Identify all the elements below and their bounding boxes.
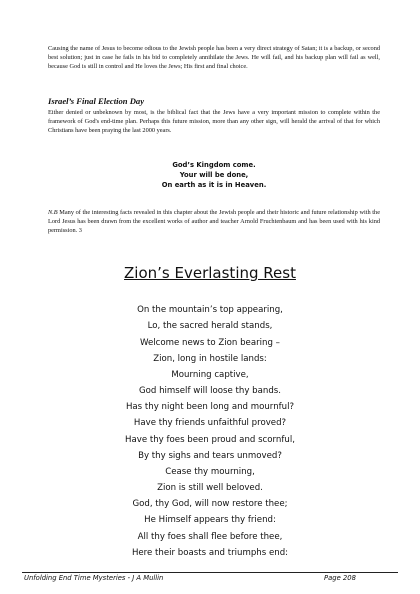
poem-line: He Himself appears thy friend: — [144, 515, 276, 526]
poem-line: Lo, the sacred herald stands, — [147, 321, 273, 332]
poem-line: Cease thy mourning, — [165, 467, 255, 478]
poem-stanza — [0, 302, 420, 400]
poem-stanza — [0, 399, 420, 497]
poem-line: Mourning captive, — [171, 370, 249, 381]
poem-line: God himself will loose thy bands. — [138, 386, 281, 397]
prayer-quote — [48, 160, 380, 190]
poem-line: All thy foes shall flee before thee, — [137, 531, 283, 542]
poem-title: Zion’s Everlasting Rest — [124, 264, 296, 282]
footnote-text: Many of the interesting facts revealed in this chapter about the Jewish people and their historic and future relationship with the Lord Jesus has been drawn from the excellent works of author and teacher Arnold Fruchtenbaum and has been used with his kind permission. 3 — [48, 209, 380, 235]
poem-line: By thy sighs and tears unmoved? — [138, 450, 282, 461]
poem-line: Have thy friends unfaithful proved? — [133, 418, 287, 429]
intro-paragraph: Causing the name of Jesus to become odious to the Jewish people has been a very direct strategy of Satan; it is a backup, or second best solution; just in case he fails in his bid to completely annihilate the Jews. He will fail, and his backup plan will fail as well, because God is still in control and He loves the Jews; His first and final choice. — [48, 45, 380, 71]
footer-page-number: Page 208 — [324, 574, 356, 582]
poem-stanza — [0, 496, 420, 561]
poem-line: Welcome news to Zion bearing – — [140, 337, 280, 348]
poem-line: Has thy night been long and mournful? — [125, 402, 295, 412]
footer-book-title: Unfolding End Time Mysteries - J A Mullin — [24, 574, 164, 582]
footnote-prefix: N.B — [48, 209, 58, 216]
section-paragraph: Either denied or unbeknown by most, is the biblical fact that the Jews have a very important mission to complete within the framework of God's end-time plan. Perhaps this future mission, more than any other sign, will herald the arrival of that for which Christians have been praying the last 2000 years. — [48, 109, 380, 135]
poem-line: God, thy God, will now restore thee; — [132, 499, 288, 509]
footer-divider — [22, 572, 398, 573]
poem-line: Zion, long in hostile lands: — [153, 353, 267, 364]
poem-line: Zion is still well beloved. — [157, 483, 263, 494]
poem-line: Here their boasts and triumphs end: — [131, 547, 289, 558]
quote-line: God’s Kingdom come. — [172, 161, 256, 169]
quote-line: On earth as it is in Heaven. — [161, 181, 267, 189]
footnote-paragraph — [48, 208, 380, 236]
poem-line: On the mountain’s top appearing, — [137, 305, 283, 315]
section-heading: Israel’s Final Election Day — [48, 96, 145, 106]
quote-line: Your will be done, — [179, 171, 249, 179]
poem-line: Have thy foes been proud and scornful, — [125, 434, 295, 445]
